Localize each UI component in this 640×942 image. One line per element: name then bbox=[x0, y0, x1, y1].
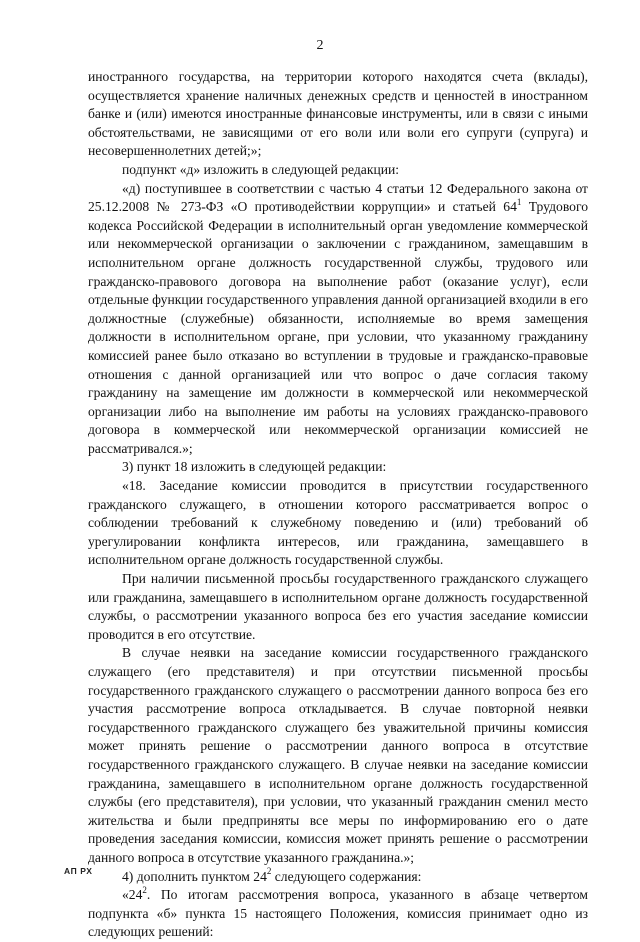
footer-code: АП РХ bbox=[64, 866, 93, 876]
paragraph-text-part: «24 bbox=[122, 887, 143, 903]
paragraph-written-request: При наличии письменной просьбы государственного гражданского служащего или гражданина, замещавшего в исполнительном органе должность государственной службы, о рассмотрении указанного вопроса без его участия заседание комиссии проводится в его отсутствие. bbox=[88, 571, 588, 642]
paragraph-text-part: . По итогам рассмотрения вопроса, указанного в абзаце четвертом подпункта «б» пункта 15 настоящего Положения, комиссия принимает одно из следующих решений: bbox=[88, 887, 588, 940]
paragraph-item-24-2 bbox=[88, 886, 588, 942]
paragraph-subparagraph-d-heading: подпункт «д» изложить в следующей редакции: bbox=[122, 161, 400, 177]
paragraph-text-part: 4) дополнить пунктом 24 bbox=[122, 868, 267, 884]
paragraph-non-appearance: В случае неявки на заседание комиссии государственного гражданского служащего (его представителя) и при отсутствии письменной просьбы государственного гражданского служащего о рассмотрении данного вопроса без его участия рассмотрение вопроса откладывается. В случае повторной неявки государственного гражданского служащего без уважительной причины комиссия может принять решение о рассмотрении данного вопроса в отсутствие государственного гражданского служащего. В случае неявки на заседание комиссии гражданина, замещавшего в исполнительном органе должность государственной службы (его представителя), при условии, что указанный гражданин сменил место жительства и были предприняты все меры по информированию его о дате проведения заседания комиссии, комиссия может принять решение о рассмотрении данного вопроса в отсутствие указанного гражданина.»; bbox=[88, 645, 588, 865]
document-body bbox=[88, 68, 588, 942]
superscript: 2 bbox=[266, 866, 272, 876]
paragraph-text-part: Трудового кодекса Российской Федерации в исполнительный орган уведомление коммерческой или некоммерческой организации о заключении с гражданином, замещавшим в исполнительном органе должность государственной службы, трудового или гражданско-правового договора на выполнение работ (оказание услуг), если отдельные функции государственного управления данной организацией входили в его должностные (служебные) обязанности, исполняемые во время замещения должности в исполнительном органе, при условии, что указанному гражданину комиссией ранее было отказано во вступлении в трудовые и гражданско-правовые отношения с данной организацией или что вопрос о даче согласия такому гражданину на замещение им должности в коммерческой или некоммерческой организации либо на выполнение им работы на условиях гражданско-правового договора в коммерческой или некоммерческой организации комиссией не рассматривался.»; bbox=[88, 199, 588, 456]
page-number: 2 bbox=[316, 38, 324, 53]
superscript: 1 bbox=[516, 196, 522, 207]
paragraph-foreign-state: иностранного государства, на территории которого находятся счета (вклады), осуществляется хранение наличных денежных средств и ценностей в иностранном банке и (или) имеются иностранные финансовые инструменты, или в связи с иными обстоятельствами, не зависящими от его воли или воли его супруги (супруга) и несовершеннолетних детей;»; bbox=[88, 69, 588, 159]
paragraph-item-3-heading: 3) пункт 18 изложить в следующей редакции: bbox=[122, 459, 387, 475]
paragraph-item-4-heading bbox=[88, 868, 588, 887]
paragraph-text-part: следующего содержания: bbox=[271, 868, 422, 884]
superscript: 2 bbox=[142, 884, 147, 895]
paragraph-subparagraph-d-text bbox=[88, 180, 588, 459]
paragraph-item-18: «18. Заседание комиссии проводится в присутствии государственного гражданского служащего, в отношении которого рассматривается вопрос о соблюдении требований к служебному поведению и (или) требований об урегулировании конфликта интересов, или гражданина, замещавшего в исполнительном органе должность государственной службы. bbox=[88, 478, 588, 568]
paragraph-text-part: «д) поступившее в соответствии с частью 4 статьи 12 Федерального закона от 25.12.2008 № 273-ФЗ «О противодействии коррупции» и статьей 64 bbox=[88, 180, 588, 215]
